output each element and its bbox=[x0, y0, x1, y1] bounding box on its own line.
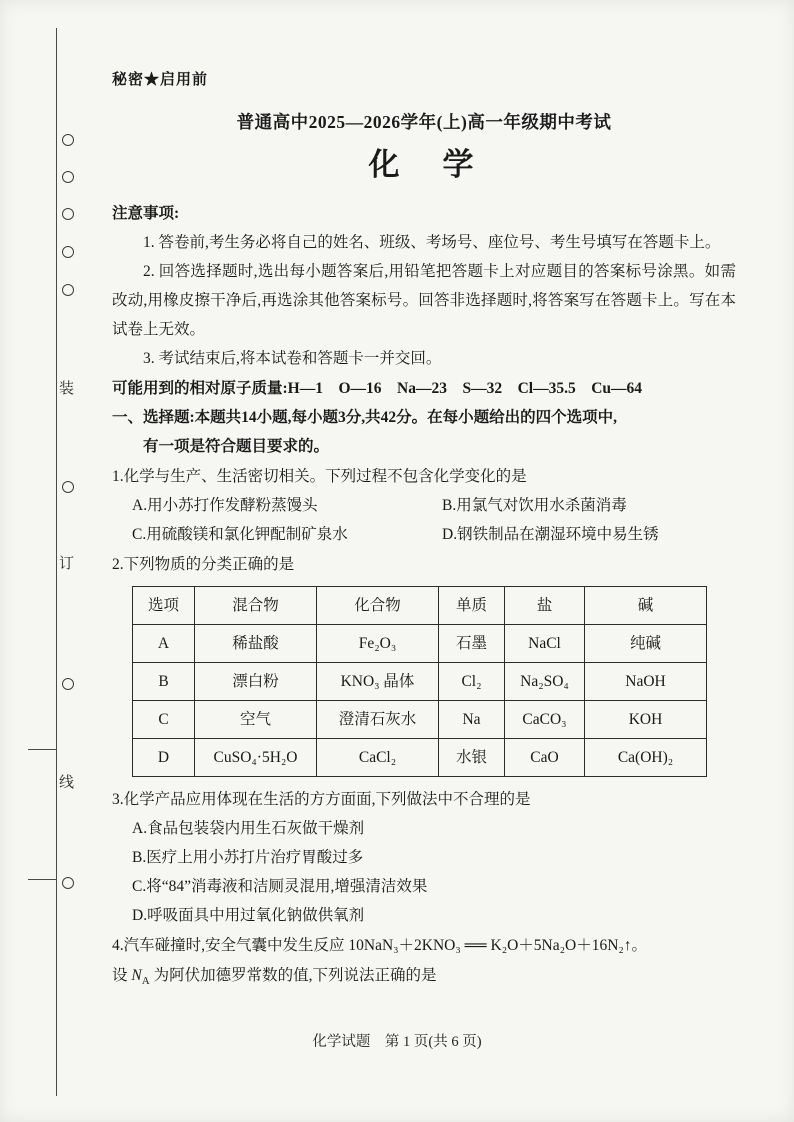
q3-stem: 3.化学产品应用体现在生活的方方面面,下列做法中不合理的是 bbox=[112, 791, 531, 808]
q4-stem-line1: 4.汽车碰撞时,安全气囊中发生反应 10NaN₃＋2KNO₃ ══ K₂O＋5Na₂O＋16N₂↑。 bbox=[112, 937, 648, 954]
notice-title: 注意事项: bbox=[112, 205, 180, 222]
binding-char-xian: 线 bbox=[59, 775, 75, 791]
table-cell: B bbox=[133, 663, 195, 701]
table-header-cell: 混合物 bbox=[195, 587, 317, 625]
avogadro-subscript: A bbox=[141, 975, 150, 988]
notice-item-1: 1. 答卷前,考生务必将自己的姓名、班级、考场号、座位号、考生号填写在答题卡上。 bbox=[143, 234, 721, 251]
table-header-cell: 选项 bbox=[133, 587, 195, 625]
q1-option-d: D.钢铁制品在潮湿环境中易生锈 bbox=[442, 526, 659, 543]
table-cell: Fe₂O₃ bbox=[317, 625, 439, 663]
section-title-line2: 有一项是符合题目要求的。 bbox=[143, 438, 330, 455]
q1-options bbox=[112, 491, 736, 549]
table-header-cell: 碱 bbox=[585, 587, 707, 625]
binding-hole bbox=[62, 171, 74, 183]
table-cell: D bbox=[133, 739, 195, 777]
binding-line bbox=[56, 28, 57, 1096]
subject-title: 化 学 bbox=[368, 147, 480, 182]
margin-tick bbox=[28, 749, 56, 750]
notice-item-3: 3. 考试结束后,将本试卷和答题卡一并交回。 bbox=[143, 350, 442, 367]
table-cell: KOH bbox=[585, 701, 707, 739]
q4-line2-pre: 设 bbox=[112, 967, 132, 984]
q2-stem: 2.下列物质的分类正确的是 bbox=[112, 556, 295, 573]
binding-hole bbox=[62, 678, 74, 690]
table-cell: Na bbox=[439, 701, 505, 739]
table-cell: 漂白粉 bbox=[195, 663, 317, 701]
table-header-cell: 化合物 bbox=[317, 587, 439, 625]
table-cell: 空气 bbox=[195, 701, 317, 739]
exam-content bbox=[112, 66, 736, 996]
q2-classification-table bbox=[132, 586, 707, 777]
table-cell: CaCO₃ bbox=[505, 701, 585, 739]
table-cell: Cl₂ bbox=[439, 663, 505, 701]
q1-option-b: B.用氯气对饮用水杀菌消毒 bbox=[442, 497, 627, 514]
table-header-row bbox=[133, 587, 707, 625]
table-row bbox=[133, 625, 707, 663]
table-cell: 稀盐酸 bbox=[195, 625, 317, 663]
q1-stem: 1.化学与生产、生活密切相关。下列过程不包含化学变化的是 bbox=[112, 468, 527, 485]
q1-option-a: A.用小苏打作发酵粉蒸馒头 bbox=[132, 497, 318, 514]
table-cell: CaO bbox=[505, 739, 585, 777]
atomic-mass-line: 可能用到的相对原子质量:H—1 O—16 Na—23 S—32 Cl—35.5 Cu—64 bbox=[112, 380, 643, 397]
exam-title: 普通高中2025—2026学年(上)高一年级期中考试 bbox=[236, 112, 612, 132]
table-cell: KNO₃ 晶体 bbox=[317, 663, 439, 701]
binding-char-zhuang: 装 bbox=[59, 381, 75, 397]
table-cell: 纯碱 bbox=[585, 625, 707, 663]
q3-option-d: D.呼吸面具中用过氧化钠做供氧剂 bbox=[132, 907, 365, 924]
table-cell: NaCl bbox=[505, 625, 585, 663]
table-header-cell: 盐 bbox=[505, 587, 585, 625]
q3-option-a: A.食品包装袋内用生石灰做干燥剂 bbox=[132, 820, 365, 837]
binding-hole bbox=[62, 877, 74, 889]
table-cell: C bbox=[133, 701, 195, 739]
table-row bbox=[133, 663, 707, 701]
section-title-line1: 一、选择题:本题共14小题,每小题3分,共42分。在每小题给出的四个选项中, bbox=[112, 409, 618, 426]
q4-line2-post: 为阿伏加德罗常数的值,下列说法正确的是 bbox=[149, 967, 437, 984]
q4-stem-line2 bbox=[112, 961, 736, 996]
notice-item-2: 2. 回答选择题时,选出每小题答案后,用铅笔把答题卡上对应题目的答案标号涂黑。如需改动,用橡皮擦干净后,再选涂其他答案标号。回答非选择题时,将答案写在答题卡上。写在本试卷上无效。 bbox=[112, 263, 736, 338]
binding-char-ding: 订 bbox=[59, 556, 75, 572]
page-footer: 化学试题 第 1 页(共 6 页) bbox=[312, 1034, 482, 1050]
q3-options bbox=[112, 814, 736, 930]
table-cell: A bbox=[133, 625, 195, 663]
binding-hole bbox=[62, 246, 74, 258]
binding-hole bbox=[62, 481, 74, 493]
margin-tick bbox=[28, 879, 56, 880]
table-header-cell: 单质 bbox=[439, 587, 505, 625]
avogadro-symbol: N bbox=[131, 967, 142, 984]
table-row bbox=[133, 739, 707, 777]
classification-label: 秘密★启用前 bbox=[112, 72, 209, 88]
table-cell: CuSO₄·5H₂O bbox=[195, 739, 317, 777]
binding-hole bbox=[62, 208, 74, 220]
table-cell: CaCl₂ bbox=[317, 739, 439, 777]
table-row bbox=[133, 701, 707, 739]
table-cell: 石墨 bbox=[439, 625, 505, 663]
binding-hole bbox=[62, 284, 74, 296]
table-cell: Ca(OH)₂ bbox=[585, 739, 707, 777]
table-cell: NaOH bbox=[585, 663, 707, 701]
binding-hole bbox=[62, 134, 74, 146]
table-cell: 水银 bbox=[439, 739, 505, 777]
table-cell: 澄清石灰水 bbox=[317, 701, 439, 739]
table-cell: Na₂SO₄ bbox=[505, 663, 585, 701]
q3-option-b: B.医疗上用小苏打片治疗胃酸过多 bbox=[132, 849, 364, 866]
q1-option-c: C.用硫酸镁和氯化钾配制矿泉水 bbox=[132, 526, 348, 543]
q3-option-c: C.将“84”消毒液和洁厕灵混用,增强清洁效果 bbox=[132, 878, 428, 895]
